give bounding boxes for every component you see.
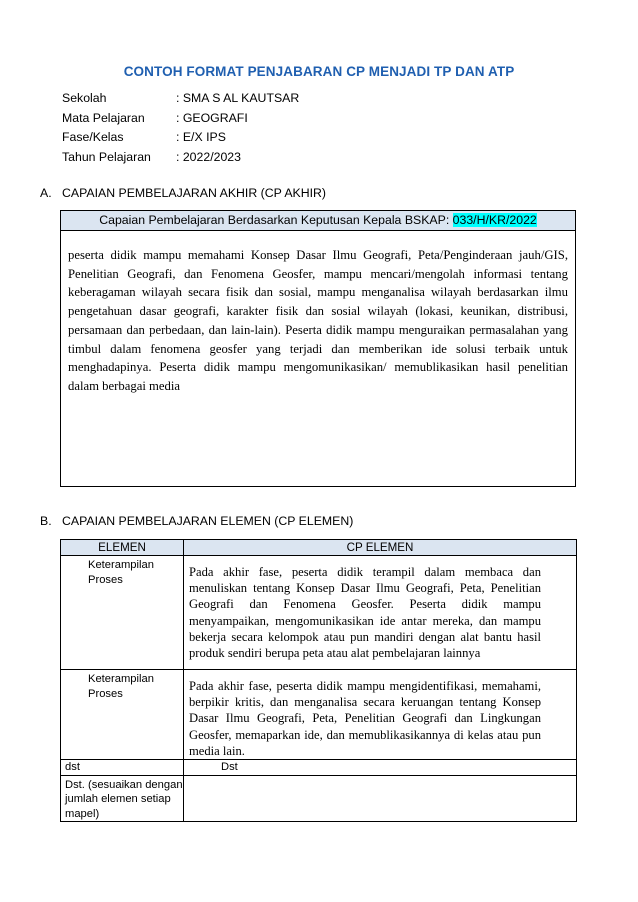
- cp-box-header-text: Capaian Pembelajaran Berdasarkan Keputusan Kepala BSKAP:: [99, 213, 453, 227]
- meta-row-phase: [62, 128, 299, 148]
- cp-cell: Pada akhir fase, peserta didik terampil dalam membaca dan menuliskan tentang Konsep Dasar Ilmu Geografi, Peta, Penelitian Geografi dan Fenomena Geosfer. Peserta didik mampu menyampaikan, mengomunikasikan ide antar mereka, dan mampu bekerja secara kelompok atau pun mandiri dengan alat bantu hasil produk sendiri berupa peta atau alat pembelajaran lainnya: [184, 556, 577, 670]
- meta-value: : SMA S AL KAUTSAR: [176, 91, 300, 105]
- section-a-heading: [40, 186, 326, 200]
- meta-value: : 2022/2023: [176, 149, 241, 164]
- section-title: CAPAIAN PEMBELAJARAN ELEMEN (CP ELEMEN): [62, 514, 354, 528]
- meta-row-school: [62, 89, 299, 109]
- element-cell: Keterampilan Proses: [61, 556, 184, 670]
- element-cell: dst: [61, 760, 184, 776]
- cp-akhir-box: [60, 210, 576, 487]
- meta-label: Mata Pelajaran: [62, 110, 145, 125]
- meta-value: : E/X IPS: [176, 130, 226, 144]
- element-cell: Dst. (sesuaikan dengan jumlah elemen setiap mapel): [61, 775, 184, 822]
- identity-block: [62, 89, 299, 167]
- section-letter: B.: [40, 514, 52, 528]
- table-row: [61, 775, 577, 822]
- table-row: [61, 760, 577, 776]
- table-header-row: [61, 540, 577, 556]
- meta-label: Sekolah: [62, 91, 107, 105]
- meta-row-year: [62, 148, 299, 168]
- cp-cell: Pada akhir fase, peserta didik mampu mengidentifikasi, memahami, berpikir kritis, dan menganalisa secara keruangan tentang Konsep Dasar Ilmu Geografi, Peta, Penelitian Geografi dan Lingkungan Geosfer, memaparkan ide, dan memublikasikannya di kelas atau pun media lain.: [184, 670, 577, 760]
- section-b-heading: [40, 514, 353, 528]
- column-header-cp-elemen: CP ELEMEN: [184, 540, 577, 556]
- document-title: CONTOH FORMAT PENJABARAN CP MENJADI TP DAN ATP: [123, 64, 515, 79]
- meta-value: : GEOGRAFI: [176, 110, 248, 125]
- cp-box-header: [61, 211, 575, 231]
- cp-akhir-text: peserta didik mampu memahami Konsep Dasar Ilmu Geografi, Peta/Penginderaan jauh/GIS, Penelitian Geografi, dan Fenomena Geosfer, mampu mencari/mengolah informasi tentang keberagaman wilayah secara fisik dan sosial, mampu menganalisa wilayah berdasarkan ilmu pengetahuan dasar geografi, karakter fisik dan sosial wilayah (lokasi, keunikan, distribusi, persamaan dan perbedaan, dan lain-lain). Peserta didik mampu menguraikan permasalahan yang timbul dalam fenomena geosfer yang terjadi dan memberikan ide solusi terbaik untuk menghadapinya. Peserta didik mampu mengomunikasikan/ memublikasikan hasil penelitian dalam berbagai media: [68, 248, 568, 393]
- column-header-elemen: ELEMEN: [61, 540, 184, 556]
- bskap-code: 033/H/KR/2022: [452, 213, 537, 227]
- section-title: CAPAIAN PEMBELAJARAN AKHIR (CP AKHIR): [62, 186, 326, 200]
- section-letter: A.: [40, 186, 52, 200]
- cp-elemen-table: [60, 539, 577, 822]
- meta-label: Tahun Pelajaran: [62, 149, 151, 164]
- table-row: [61, 556, 577, 670]
- table-row: [61, 670, 577, 760]
- meta-label: Fase/Kelas: [62, 130, 124, 144]
- meta-row-subject: [62, 109, 299, 129]
- element-cell: Keterampilan Proses: [61, 670, 184, 760]
- cp-cell: Dst: [184, 760, 577, 776]
- cp-cell: [184, 775, 577, 822]
